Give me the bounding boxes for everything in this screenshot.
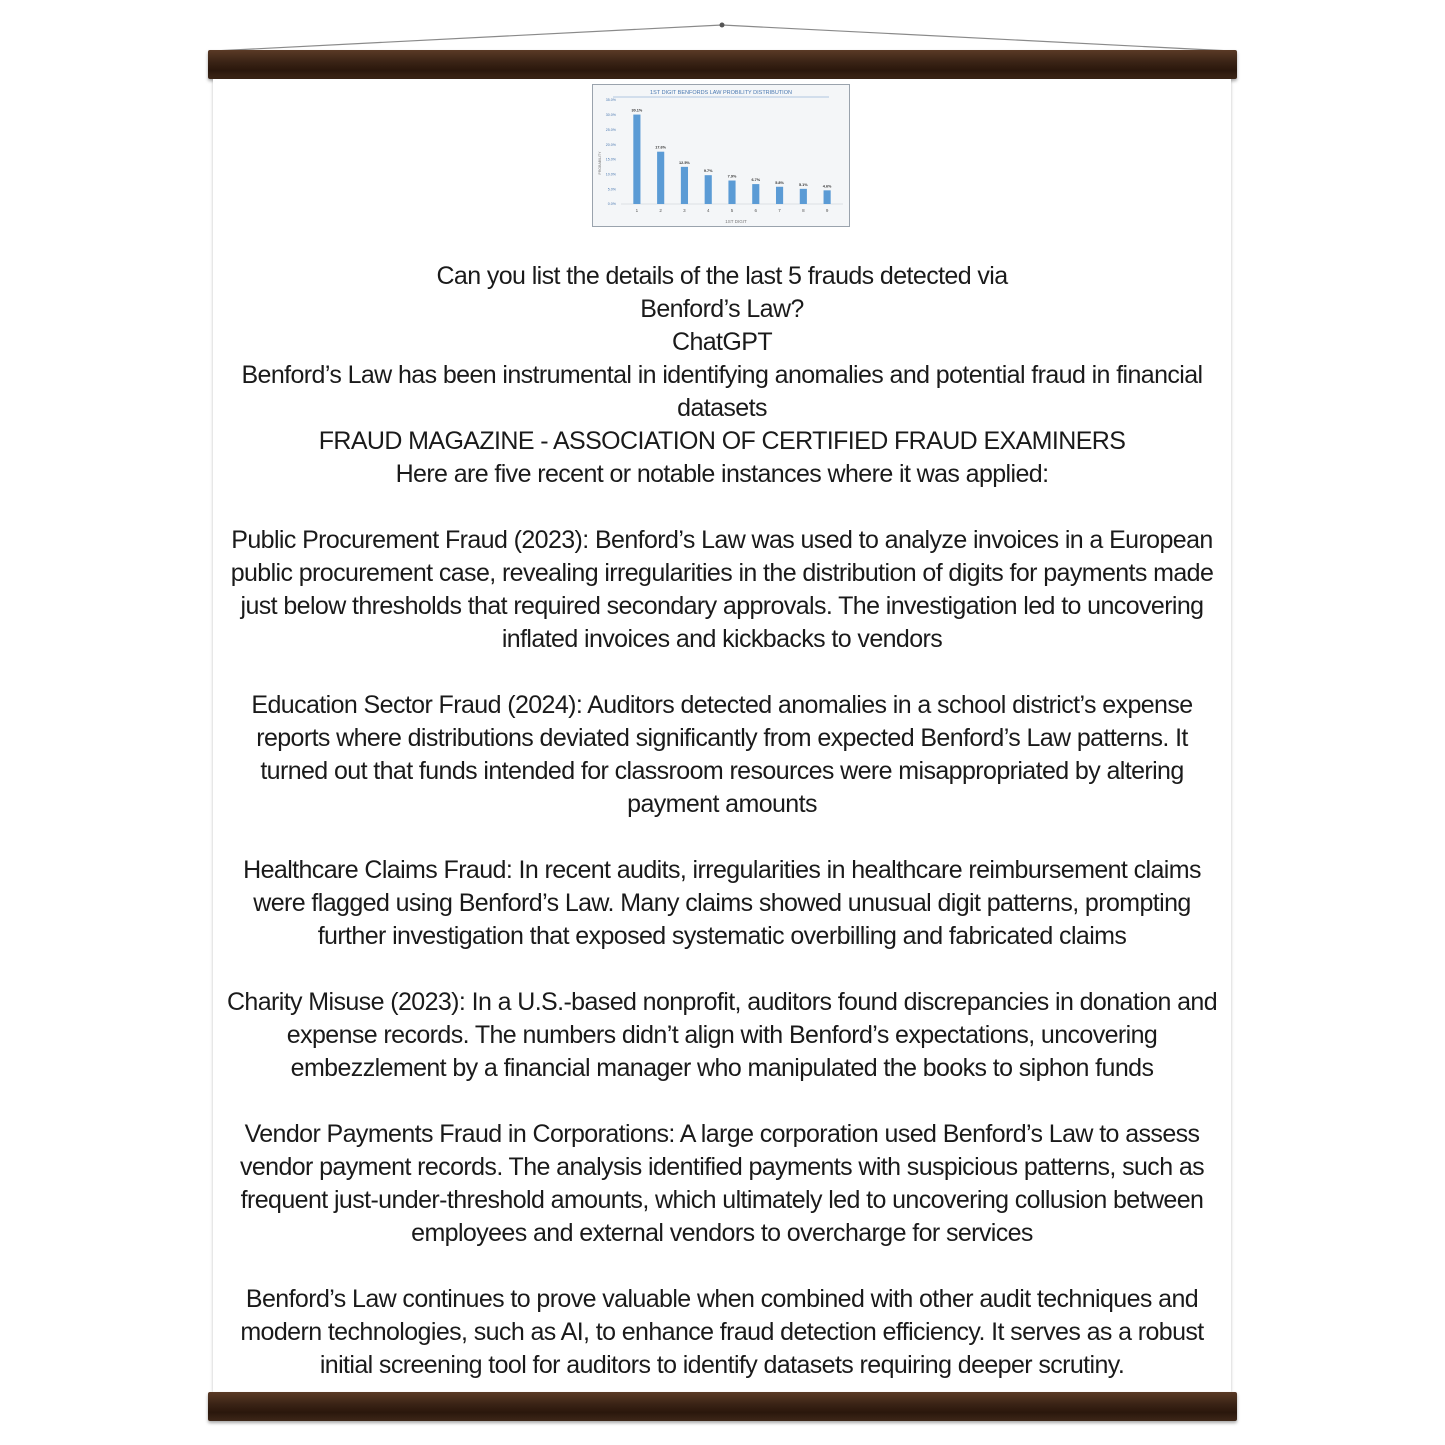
question-line-1: Can you list the details of the last 5 frauds detected via	[436, 262, 1008, 290]
chart-x-tick-label: 8	[802, 208, 805, 213]
spacer	[213, 1250, 1231, 1283]
chart-y-tick-label: 20.0%	[605, 142, 616, 147]
case-paragraph: Healthcare Claims Fraud: In recent audits, irregularities in healthcare reimbursement claims were flagged using Benford’s Law. Many claims showed unusual digit patterns, prompting further investigation that exposed systematic overbilling and fabricated claims	[243, 856, 1201, 950]
case-paragraph: Public Procurement Fraud (2023): Benford’s Law was used to analyze invoices in a European public procurement case, revealing irregularities in the distribution of digits for payments made just below thresholds that required secondary approvals. The investigation led to uncovering inflated invoices and kickbacks to vendors	[230, 526, 1214, 653]
conclusion-paragraph: Benford’s Law continues to prove valuable when combined with other audit techniques and modern technologies, such as AI, to enhance fraud detection efficiency. It serves as a robust initial screening tool for auditors to identify datasets requiring deeper scrutiny.	[240, 1285, 1204, 1379]
chart-x-tick-label: 6	[754, 208, 758, 213]
chart-bar-digit-8	[800, 189, 807, 204]
spacer	[213, 491, 1231, 524]
chart-y-tick-label: 35.0%	[605, 98, 616, 103]
case-paragraph: Charity Misuse (2023): In a U.S.-based nonprofit, auditors found discrepancies in donation and expense records. The numbers didn’t align with Benford’s expectations, uncovering embezzlement by a financial manager who manipulated the books to siphon funds	[226, 988, 1218, 1082]
chart-x-tick-label: 4	[706, 208, 710, 213]
poster-sheet	[213, 79, 1231, 1392]
chart-y-tick-label: 0.0%	[607, 202, 616, 207]
chart-bar-digit-5	[728, 181, 735, 204]
chart-x-tick-label: 9	[825, 208, 829, 213]
chart-x-tick-label: 3	[683, 208, 686, 213]
spacer	[213, 656, 1231, 689]
chart-y-tick-label: 5.0%	[607, 187, 616, 192]
chart-bar-digit-3	[681, 167, 688, 204]
chart-data-label: 5.1%	[799, 182, 808, 187]
benford-chart	[592, 84, 850, 227]
case-paragraph: Vendor Payments Fraud in Corporations: A large corporation used Benford’s Law to assess vendor payment records. The analysis identified payments with suspicious patterns, such as frequent just-under-threshold amounts, which ultimately led to uncovering collusion between employees and external vendors to overcharge for services	[239, 1120, 1205, 1247]
chart-y-tick-label: 25.0%	[605, 127, 616, 132]
chart-bar-digit-2	[657, 152, 664, 204]
chart-y-tick-label: 15.0%	[605, 157, 616, 162]
chart-bar-digit-1	[633, 115, 640, 204]
spacer	[213, 953, 1231, 986]
chart-bar-digit-6	[752, 184, 759, 204]
article-text	[213, 260, 1231, 1382]
spacer	[213, 821, 1231, 854]
list-intro: Here are five recent or notable instances where it was applied:	[395, 460, 1049, 488]
chart-y-tick-label: 10.0%	[605, 172, 616, 177]
chart-x-tick-label: 2	[659, 208, 662, 213]
question-line-2: Benford’s Law?	[640, 295, 804, 323]
chart-data-label: 5.8%	[775, 180, 784, 185]
chart-x-tick-label: 1	[635, 208, 639, 213]
wooden-hanger-bottom	[208, 1392, 1237, 1421]
chart-ylabel: PROBABILITY	[598, 151, 602, 175]
chart-data-label: 12.5%	[679, 160, 690, 165]
case-paragraph: Education Sector Fraud (2024): Auditors detected anomalies in a school district’s expense reports where distributions deviated significantly from expected Benford’s Law patterns. It turned out that funds intended for classroom resources were misappropriated by altering payment amounts	[251, 691, 1193, 818]
chart-data-label: 30.1%	[631, 108, 643, 113]
chart-xlabel: 1ST DIGIT	[725, 219, 747, 224]
chart-x-tick-label: 7	[778, 208, 781, 213]
chart-bar-digit-4	[705, 175, 712, 204]
chart-bar-digit-9	[824, 190, 831, 204]
lead-paragraph: Benford’s Law has been instrumental in identifying anomalies and potential fraud in financial datasets	[241, 361, 1203, 422]
chart-data-label: 9.7%	[703, 169, 713, 174]
wooden-hanger-top	[208, 50, 1237, 79]
chart-x-tick-label: 5	[730, 208, 734, 213]
chart-data-label: 17.6%	[655, 145, 667, 150]
hanger-hook	[720, 23, 725, 28]
benford-chart-svg	[593, 85, 849, 226]
chart-data-label: 7.9%	[727, 174, 737, 179]
source-line: FRAUD MAGAZINE - ASSOCIATION OF CERTIFIED FRAUD EXAMINERS	[318, 427, 1126, 455]
chart-data-label: 4.6%	[822, 184, 832, 189]
chart-bar-digit-7	[776, 187, 783, 204]
assistant-name: ChatGPT	[672, 328, 772, 356]
chart-data-label: 6.7%	[751, 178, 761, 183]
chart-title: 1ST DIGIT BENFORDS LAW PROBILITY DISTRIBUTION	[650, 90, 792, 96]
spacer	[213, 1085, 1231, 1118]
chart-y-tick-label: 30.0%	[605, 113, 616, 118]
